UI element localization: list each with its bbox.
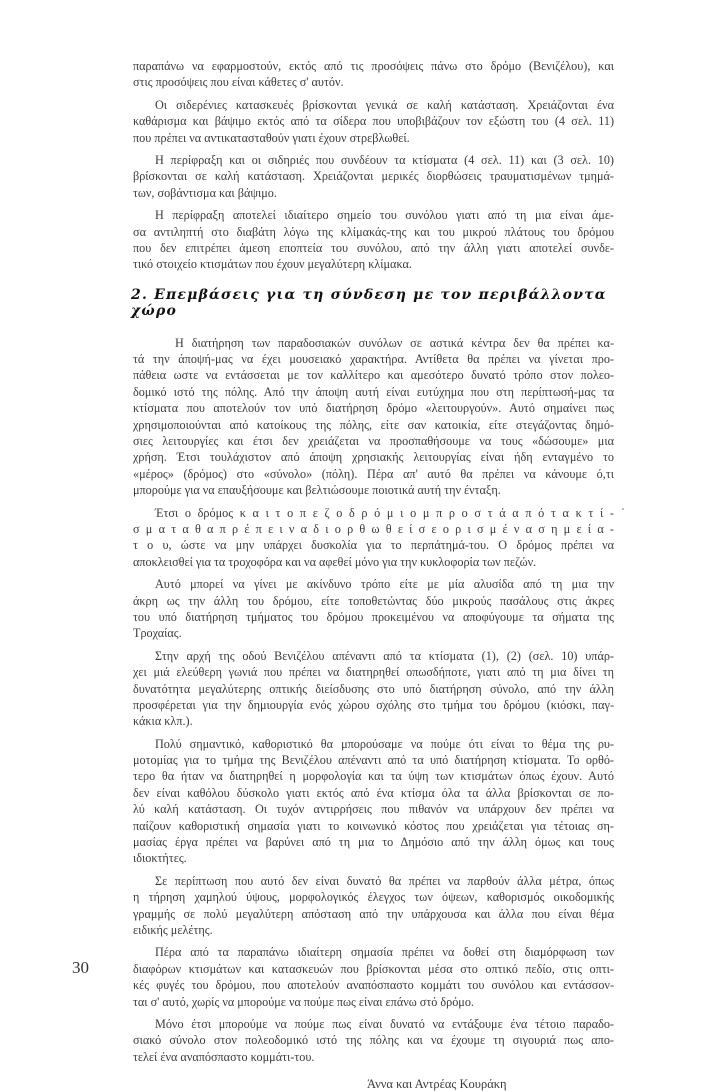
text-line: Σε περίπτωση που αυτό δεν είναι δυνατό θα πρέπει να παρθούν άλλα μέτρα, όπως <box>155 873 614 888</box>
text-line: των, σοβάντισμα και βάψιμο. <box>133 185 277 200</box>
paragraph <box>133 505 614 571</box>
text-line: μοτομίας για το τμήμα της Βενιζέλου απέναντι από τα υπό διατήρηση κτίσματα. Το ορθό- <box>133 753 614 768</box>
text-line: σ μ α τ α θ α π ρ έ π ε ι ν α δ ι ο ρ θ ω θ ε ί σ ε ο ρ ι σ μ έ ν α σ η μ ε ί α - <box>133 521 614 536</box>
text-line: λύ καλή κατάσταση. Οι τυχόν αντιρρήσεις που πιθανόν να υπάρχουν δεν πρέπει να <box>133 802 614 817</box>
text-line: που πρέπει να αντικατασταθούν γιατι έχουν στρεβλωθεί. <box>133 130 410 145</box>
text-line: Η περίφραξη αποτελεί ιδιαίτερο σημείο του συνόλου γιατι από τη μια είναι άμε- <box>155 208 614 223</box>
text-line: τά την άποψή-μας να έχει μουσειακό χαρακτήρα. Αντίθετα θα πρέπει να γίνεται προ- <box>133 352 614 367</box>
text-line: που δεν επιτρέπει άμεση εποπτεία του συνόλου, από την άλλη γιατι αποτελεί συνδε- <box>133 240 614 255</box>
text-line: πάθεια ωστε να εντάσσεται με τον καλλίτερο και αμεσότερο δυνατό τρόπο στον πολεο- <box>133 368 614 383</box>
text-line: παραπάνω να εφαρμοστούν, εκτός από τις προσόψεις πάνω στο δρόμο (Βενιζέλου), και <box>133 59 614 73</box>
text-line: προσφέρεται για την δημιουργία ενός χώρου σχόλης στο τμήμα του δρόμου (κιόσκι, παγ- <box>133 697 614 712</box>
text-line: αποκλεισθεί για τα τροχοφόρα και να αφεθεί μόνο για την κυκλοφορία των πεζών. <box>133 554 537 569</box>
text-line: διαφόρων κτισμάτων και κατασκευών που βρίσκονται μέσα στο οπτικό πεδίο, στις οπτι- <box>133 961 614 976</box>
paragraph <box>133 207 614 273</box>
text-line: δυνατότητα μεγαλύτερης οπτικής διείσδυσης στο υπό διατήρηση σύνολο, από την άλλη <box>133 681 614 696</box>
text-line: Στην αρχή της οδού Βενιζέλου απέναντι από τα κτίσματα (1), (2) (σελ. 10) υπάρ- <box>155 648 614 663</box>
text-line: η τήρηση χαμηλού ύψους, μορφολογικός έλεγχος των όψεων, καθορισμός οικοδομικής <box>133 890 614 905</box>
text-line: ιδιοκτήτες. <box>133 851 187 866</box>
text-line: τικό στοιχείο κτισμάτων που έχουν μεγαλύτερη κλίμακα. <box>133 257 412 272</box>
text-line: χει μιά ελεύθερη γωνιά που πρέπει να διατηρηθεί οπωσδήποτε, γιατι από τη μια δίνει τη <box>133 665 614 680</box>
text-line: του υπό διατήρηση τμήματος του δρόμου προκειμένου να αποφύγουμε τα σήματα της <box>133 609 614 624</box>
text-line: Έτσι ο δρόμος κ α ι τ ο π ε ζ ο δ ρ ό μ ι ο μ π ρ ο σ τ ά α π ό τ α κ τ ί - <box>155 505 614 520</box>
text-line: Τροχαίας. <box>133 626 182 641</box>
text-line: Η διατήρηση των παραδοσιακών συνόλων σε αστικά κέντρα δεν θα πρέπει κα- <box>175 335 614 350</box>
text-line: Μόνο έτσι μπορούμε να πούμε πως είναι δυνατό να εντάξουμε ένα τέτοιο παραδο- <box>155 1016 614 1031</box>
text-line: στις προσόψεις που είναι κάθετες σ' αυτόν. <box>133 75 344 90</box>
text-line: ται σ' αυτό, χωρίς να μπορούμε να πούμε πως είναι επάνω στό δρόμο. <box>133 994 474 1009</box>
text-line: κάκια κλπ.). <box>133 714 193 729</box>
text-line: μασίας έργα πρέπει να βαρύνει από τη μια το Δημόσιο από την άλλη όμως και τους <box>133 835 614 850</box>
paragraph <box>133 576 614 642</box>
text-line: κές φυγές του δρόμου, που αποτελούν αναπόσπαστο κομμάτι του συνόλου και εντάσσον- <box>133 978 614 993</box>
paragraph <box>133 58 614 91</box>
text-line: καθάρισμα και βάψιμο εκτός από τα σίδερα που υποβιβάζουν τον εξώστη του (4 σελ. 11) <box>133 114 614 129</box>
paragraph <box>133 152 614 201</box>
text-line: Αυτό μπορεί να γίνει με ακίνδυνο τρόπο είτε με μία αλυσίδα από τη μια την <box>155 577 614 592</box>
text-line: τελεί ένα αναπόσπαστο κομμάτι-του. <box>133 1049 315 1064</box>
paragraph <box>133 944 614 1010</box>
text-line: δεν είναι καθόλου δύσκολο γιατι εκτός από ένα κτίσμα όλα τα άλλα βρίσκονται σε πο- <box>133 785 614 800</box>
text-line: σιες λειτουργίες και έτσι δεν χρειάζεται να προσπαθήσουμε να τους «δώσουμε» μια <box>133 434 614 449</box>
text-line: άκρη ως την άλλη του δρόμου, είτε τοποθετώντας δύο μικρούς πασάλους στις άκρες <box>133 593 614 608</box>
section-1-text <box>133 58 614 273</box>
paragraph <box>133 873 614 939</box>
text-line: κτίσματα που αποτελούν τον υπό διατήρηση δρόμο «λειτουργούν». Αυτό σημαίνει πως <box>133 401 614 416</box>
text-line: Πέρα από τα παραπάνω ιδιαίτερη σημασία πρέπει να δοθεί στη διαμόρφωση των <box>155 945 614 960</box>
section-2-text <box>133 335 614 1065</box>
text-line: χρήση. Έτσι τουλάχιστον από άποψη χρησιακής λειτουργίας είναι ήδη ενταγμένο το <box>133 450 614 465</box>
page-number: 30 <box>72 958 89 977</box>
text-line: Πολύ σημαντικό, καθοριστικό θα μπορούσαμε να πούμε ότι είναι το θέμα της ρυ- <box>155 736 614 751</box>
text-line: Οι σιδερένιες κατασκευές βρίσκονται γενικά σε καλή κατάσταση. Χρειάζονται ένα <box>155 97 614 112</box>
paragraph <box>133 97 614 146</box>
text-line: «μέρος» (δρόμος) στο «σύνολο» (πόλη). Πέρα απ' αυτό θα πρέπει να κάνουμε ό,τι <box>133 466 614 481</box>
scan-speck <box>622 508 624 510</box>
text-line: χρησιμοποιούνται από κατοίκους της πόλης, είτε σαν κατοικία, είτε στεγάζοντας δημό- <box>133 417 614 432</box>
paragraph <box>133 1016 614 1065</box>
paragraph <box>133 736 614 867</box>
text-line: τερο θα ήταν να διατηρηθεί η μορφολογία και τα ύψη των κτισμάτων όπως έχουν. Αυτό <box>133 769 614 784</box>
text-line: μπορούμε για να επαυξήσουμε και βελτιώσουμε ποιοτικά αυτή την ένταξη. <box>133 483 501 498</box>
text-line: δομικό ιστό της πόλης. Από την άποψη αυτή είναι ευτύχημα που στη περίπτωσή-μας τα <box>133 384 614 399</box>
text-line: σα αντιληπτή στο διαβάτη λόγω της κλίμακάς-της και του μικρού πλάτους του δρόμου <box>133 224 614 239</box>
text-line: σιακό σύνολο στον πολεοδομικό ιστό της πόλης και να έχουμε τη σιγουριά πως απο- <box>133 1033 614 1048</box>
text-line: γραμμής σε πολύ μεγαλύτερη απόσταση από την υπάρχουσα και άλλα που είναι θέμα <box>133 906 614 921</box>
paragraph <box>133 335 614 499</box>
paragraph <box>133 648 614 730</box>
page-body <box>133 58 614 1092</box>
text-line: ειδικής μελέτης. <box>133 922 213 937</box>
text-line: παίζουν καθοριστική σημασία γιατι το κοινωνικό κόστος που χρειάζεται για τέτοιας ση- <box>133 818 614 833</box>
section-2-heading: 2. Επεμβάσεις για τη σύνδεση με τον περιβάλλοντα χώρο <box>131 286 607 319</box>
text-line: Η περίφραξη και οι σιδηριές που συνδέουν τα κτίσματα (4 σελ. 11) και (3 σελ. 10) <box>155 152 614 167</box>
author-signature: Άννα και Αντρέας Κουράκη <box>367 1077 507 1092</box>
text-line: τ ο υ, ώστε να μην υπάρχει δυσκολία για το περπάτημά-του. Ο δρόμος πρέπει να <box>133 538 614 553</box>
text-line: βρίσκονται σε καλή κατάσταση. Χρειάζονται μερικές διορθώσεις τραυματισμένων τμημά- <box>133 169 614 184</box>
